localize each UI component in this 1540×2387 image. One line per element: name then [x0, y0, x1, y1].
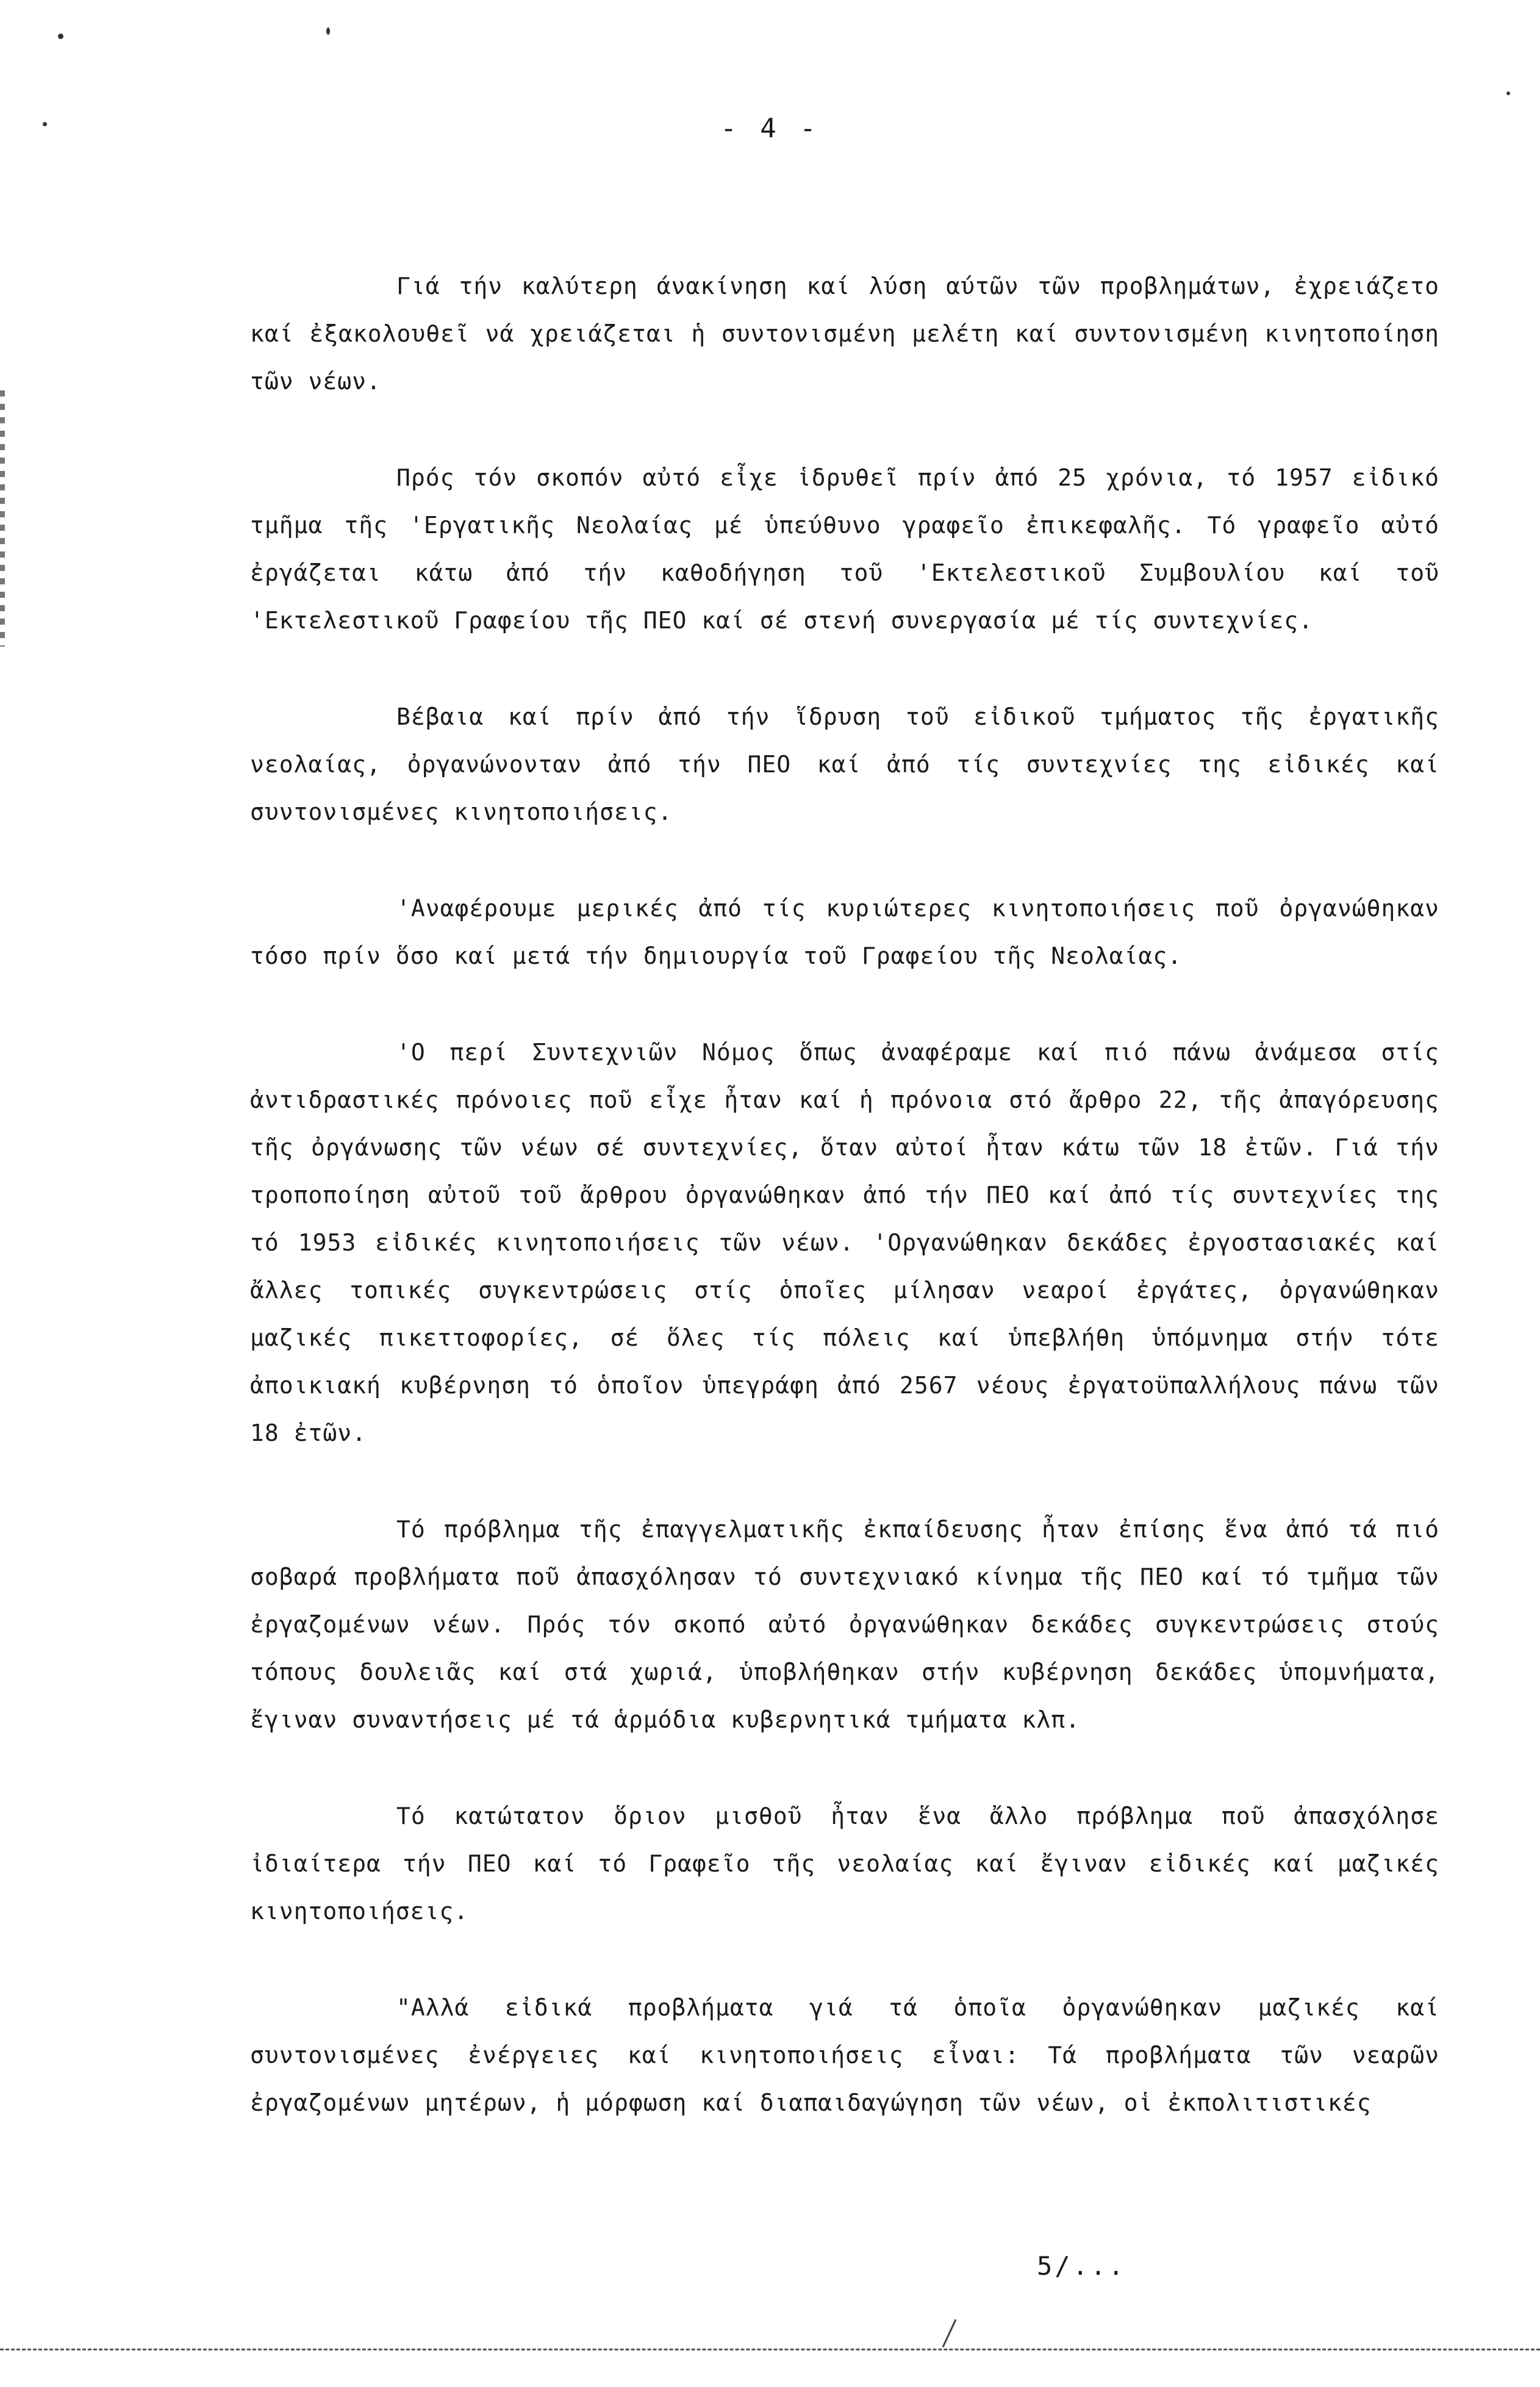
scan-speck — [1506, 92, 1510, 95]
paragraph-1: Γιά τήν καλύτερη άνακίνηση καί λύση αύτῶν τῶν προβλημάτων, ἐχρειάζετο καί ἐξακολουθεῖ νά χρειάζεται ἡ συντονισμένη μελέτη καί συντονισμένη κινητοποίηση τῶν νέων. — [250, 273, 1439, 395]
paragraph-3: Βέβαια καί πρίν ἀπό τήν ἵδρυση τοῦ εἰδικοῦ τμήματος τῆς ἐργατικῆς νεολαίας, ὀργανώνονταν ἀπό τήν ΠΕΟ καί ἀπό τίς συντεχνίες της εἰδικές καί συντονισμένες κινητοποιήσεις. — [250, 703, 1439, 825]
page-number: - 4 - — [720, 113, 820, 144]
paragraph-5: 'Ο περί Συντεχνιῶν Νόμος ὅπως ἀναφέραμε καί πιό πάνω ἀνάμεσα στίς ἀντιδραστικές πρόνοιες ποῦ εἶχε ἦταν καί ἡ πρόνοια στό ἄρθρο 22, τῆς ἀπαγόρευσης τῆς ὀργάνωσης τῶν νέων σέ συντεχνίες, ὅταν αὐτοί ἦταν κάτω τῶν 18 ἐτῶν. Γιά τήν τροποποίηση αὐτοῦ τοῦ ἄρθρου ὀργανώθηκαν ἀπό τήν ΠΕΟ καί ἀπό τίς συντεχνίες της τό 1953 εἰδικές κινητοποιήσεις τῶν νέων. 'Οργανώθηκαν δεκάδες ἐργοστασιακές καί ἄλλες τοπικές συγκεντρώσεις στίς ὁποῖες μίλησαν νεαροί ἐργάτες, ὀργανώθηκαν μαζικές πικεττοφορίες, σέ ὅλες τίς πόλεις καί ὑπεβλήθη ὑπόμνημα στήν τότε ἀποικιακή κυβέρνηση τό ὁποῖον ὑπεγράφη ἀπό 2567 νέους ἐργατοϋπαλλήλους πάνω τῶν 18 ἐτῶν. — [250, 1039, 1439, 1446]
scan-speck — [43, 122, 47, 126]
paragraph-8: "Αλλά εἰδικά προβλήματα γιά τά ὁποῖα ὀργανώθηκαν μαζικές καί συντονισμένες ἐνέργειες καί κινητοποιήσεις εἶναι: Τά προβλήματα τῶν νεαρῶν ἐργαζομένων μητέρων, ἡ μόρφωση καί διαπαιδαγώγηση τῶν νέων, οἱ ἐκπολιτιστικές — [250, 1994, 1439, 2116]
scan-speck — [326, 27, 330, 35]
body-text — [250, 262, 1439, 2175]
paragraph-7: Τό κατώτατον ὅριον μισθοῦ ἦταν ἕνα ἄλλο πρόβλημα ποῦ ἀπασχόλησε ἰδιαίτερα τήν ΠΕΟ καί τό Γραφεῖο τῆς νεολαίας καί ἔγιναν εἰδικές καί μαζικές κινητοποιήσεις. — [250, 1803, 1439, 1925]
paragraph-4: 'Αναφέρουμε μερικές ἀπό τίς κυριώτερες κινητοποιήσεις ποῦ ὀργανώθηκαν τόσο πρίν ὅσο καί μετά τήν δημιουργία τοῦ Γραφείου τῆς Νεολαίας. — [250, 895, 1439, 969]
continued-marker: 5/... — [1037, 2251, 1126, 2281]
paragraph-6: Τό πρόβλημα τῆς ἐπαγγελματικῆς ἐκπαίδευσης ἦταν ἐπίσης ἕνα ἀπό τά πιό σοβαρά προβλήματα ποῦ ἀπασχόλησαν τό συντεχνιακό κίνημα τῆς ΠΕΟ καί τό τμῆμα τῶν ἐργαζομένων νέων. Πρός τόν σκοπό αὐτό ὀργανώθηκαν δεκάδες συγκεντρώσεις στούς τόπους δουλειᾶς καί στά χωριά, ὑποβλήθηκαν στήν κυβέρνηση δεκάδες ὑπομνήματα, ἔγιναν συναντήσεις μέ τά ἁρμόδια κυβερνητικά τμήματα κλπ. — [250, 1516, 1439, 1733]
rule-tick-mark — [942, 2319, 957, 2348]
scan-margin-artifact — [0, 390, 5, 647]
paragraph-2: Πρός τόν σκοπόν αὐτό εἶχε ἱδρυθεῖ πρίν ἀπό 25 χρόνια, τό 1957 εἰδικό τμῆμα τῆς 'Εργατικῆς Νεολαίας μέ ὑπεύθυνο γραφεῖο ἐπικεφαλῆς. Τό γραφεῖο αὐτό ἐργάζεται κάτω ἀπό τήν καθοδήγηση τοῦ 'Εκτελεστικοῦ Συμβουλίου καί τοῦ 'Εκτελεστικοῦ Γραφείου τῆς ΠΕΟ καί σέ στενή συνεργασία μέ τίς συντεχνίες. — [250, 464, 1439, 634]
bottom-dashed-rule — [0, 2349, 1540, 2350]
scan-speck — [58, 34, 63, 39]
